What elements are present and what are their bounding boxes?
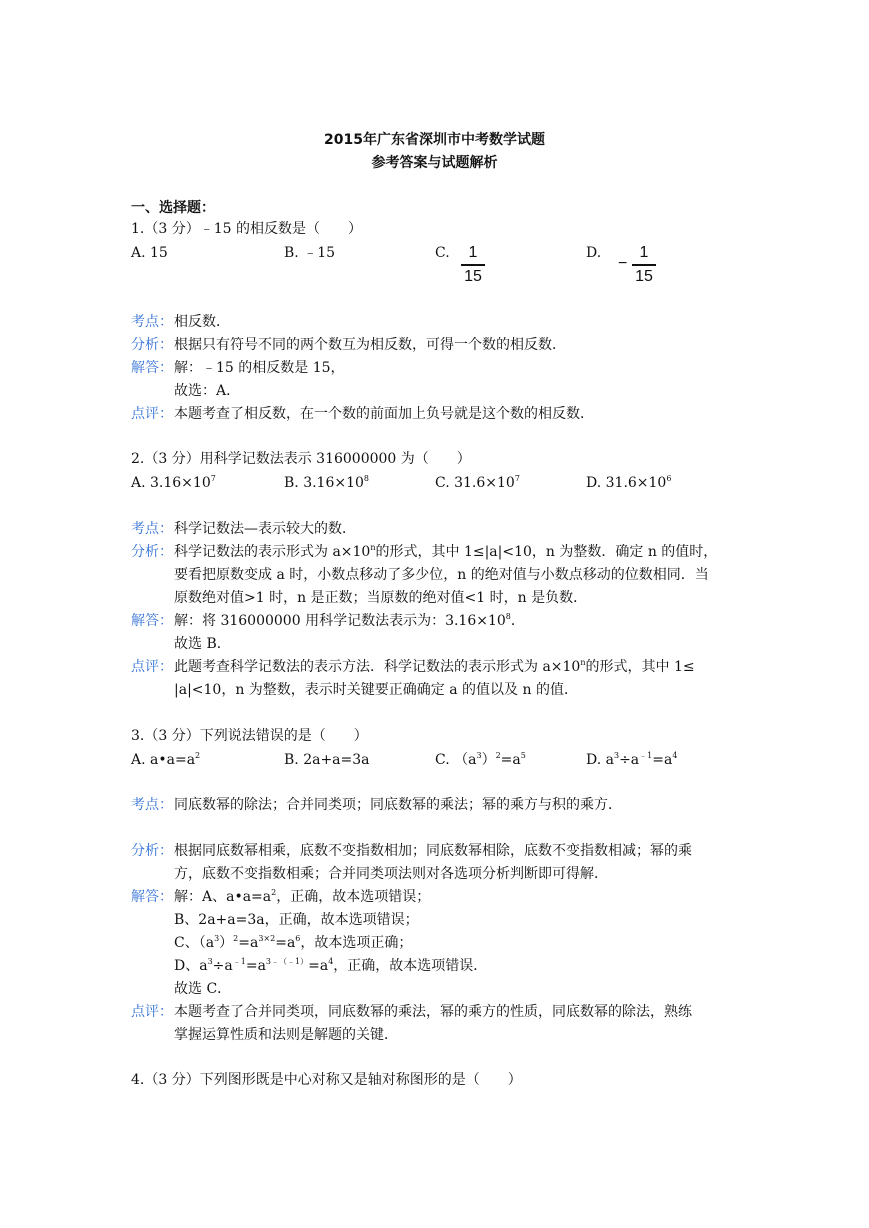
q1-option-a: A. 15 bbox=[131, 245, 168, 261]
exponent: 4 bbox=[672, 751, 678, 760]
q1-option-d-fraction bbox=[632, 244, 656, 286]
fraction-numerator: 1 bbox=[468, 244, 478, 261]
page-title: 2015年广东省深圳市中考数学试题 bbox=[324, 132, 545, 148]
q3-option-d bbox=[586, 751, 677, 769]
page-subtitle: 参考答案与试题解析 bbox=[371, 155, 498, 171]
exponent: n bbox=[580, 658, 586, 667]
q3-kaodian: 同底数幂的除法；合并同类项；同底数幂的乘法；幂的乘方与积的乘方． bbox=[174, 797, 622, 813]
fraction-bar bbox=[632, 264, 656, 266]
exponent: 8 bbox=[363, 474, 369, 483]
text: A. a•a=a bbox=[131, 752, 196, 768]
q3-jieda-3 bbox=[174, 934, 412, 952]
q2-option-b bbox=[284, 474, 369, 492]
exponent: 2 bbox=[195, 751, 201, 760]
text: D. 31.6×10 bbox=[586, 475, 667, 491]
exponent: 3 bbox=[214, 934, 220, 943]
q3-fenxi-2: 方，底数不变指数相乘；合并同类项法则对各选项分析判断即可得解． bbox=[174, 866, 608, 882]
exponent: 4 bbox=[328, 957, 334, 966]
q3-jieda-5: 故选 C． bbox=[174, 981, 232, 997]
text: =a bbox=[308, 958, 329, 974]
exponent: 5 bbox=[520, 751, 526, 760]
exponent: n bbox=[370, 543, 376, 552]
q1-label-fenxi: 分析： bbox=[131, 337, 173, 353]
fraction-bar bbox=[461, 264, 485, 266]
q2-option-a bbox=[131, 474, 216, 492]
q1-jieda-2: 故选：A． bbox=[174, 383, 241, 399]
q1-label-jieda: 解答： bbox=[131, 360, 173, 376]
text: 的形式，其中 1≤|a|<10，n 为整数．确定 n 的值时， bbox=[375, 544, 718, 560]
q3-dianping-2: 掌握运算性质和法则是解题的关键． bbox=[174, 1027, 398, 1043]
text: 科学记数法的表示形式为 a×10 bbox=[174, 544, 371, 560]
q3-option-a bbox=[131, 751, 200, 769]
q3-label-dianping: 点评： bbox=[131, 1004, 173, 1020]
q3-stem: 3.（3 分）下列说法错误的是（ ） bbox=[131, 728, 368, 744]
text: =a bbox=[238, 935, 259, 951]
q2-option-c bbox=[435, 474, 520, 492]
q3-label-fenxi: 分析： bbox=[131, 843, 173, 859]
exponent: 2 bbox=[495, 751, 501, 760]
q2-dianping-1 bbox=[174, 658, 695, 676]
q2-option-d bbox=[586, 474, 671, 492]
q1-option-d-minus: − bbox=[618, 255, 628, 272]
text: 的形式，其中 1≤ bbox=[585, 659, 695, 675]
text: ，故本选项正确； bbox=[300, 935, 413, 951]
q3-option-b: B. 2a+a=3a bbox=[284, 752, 370, 768]
text: ÷a bbox=[619, 752, 640, 768]
exponent: 6 bbox=[666, 474, 672, 483]
text: 此题考查科学记数法的表示方法．科学记数法的表示形式为 a×10 bbox=[174, 659, 581, 675]
q1-label-kaodian: 考点： bbox=[131, 314, 173, 330]
text: C. （a bbox=[435, 752, 477, 768]
exponent: ﹣1 bbox=[639, 751, 653, 760]
text: A. 3.16×10 bbox=[131, 475, 211, 491]
q1-stem: 1.（3 分）﹣15 的相反数是（ ） bbox=[131, 221, 362, 237]
text: ，正确，故本选项错误． bbox=[333, 958, 488, 974]
q2-stem: 2.（3 分）用科学记数法表示 316000000 为（ ） bbox=[131, 451, 471, 467]
q2-label-fenxi: 分析： bbox=[131, 544, 173, 560]
exponent: 2 bbox=[271, 888, 277, 897]
text: =a bbox=[275, 935, 296, 951]
exponent: 2 bbox=[233, 934, 239, 943]
text: B. 3.16×10 bbox=[284, 475, 364, 491]
q1-jieda-1: 解：﹣15 的相反数是 15， bbox=[174, 360, 345, 376]
exponent: 3×2 bbox=[258, 934, 276, 943]
text: ，正确，故本选项错误； bbox=[276, 889, 431, 905]
q2-fenxi-3: 原数绝对值>1 时，n 是正数；当原数的绝对值<1 时，n 是负数． bbox=[174, 590, 588, 606]
text: ） bbox=[219, 935, 234, 951]
q1-dianping: 本题考查了相反数，在一个数的前面加上负号就是这个数的相反数． bbox=[174, 406, 594, 422]
q2-label-kaodian: 考点： bbox=[131, 521, 173, 537]
fraction-denominator: 15 bbox=[635, 267, 653, 285]
text: C、（a bbox=[174, 935, 215, 951]
q3-label-kaodian: 考点： bbox=[131, 797, 173, 813]
exponent: 3 bbox=[207, 957, 213, 966]
exponent: 3 bbox=[476, 751, 482, 760]
section-heading: 一、选择题： bbox=[131, 200, 215, 216]
q1-label-dianping: 点评： bbox=[131, 406, 173, 422]
q2-jieda-2: 故选 B． bbox=[174, 636, 231, 652]
text: 解：将 316000000 用科学记数法表示为：3.16×10 bbox=[174, 613, 506, 629]
exponent: 3 bbox=[613, 751, 620, 760]
q1-option-c-fraction bbox=[461, 244, 485, 286]
q3-label-jieda: 解答： bbox=[131, 889, 173, 905]
text: ． bbox=[510, 613, 525, 629]
text: C. 31.6×10 bbox=[435, 475, 515, 491]
q2-fenxi-1 bbox=[174, 543, 717, 561]
q1-option-c: C. bbox=[435, 245, 450, 261]
text: =a bbox=[245, 958, 266, 974]
q1-option-d: D. bbox=[586, 245, 602, 261]
fraction-denominator: 15 bbox=[464, 267, 482, 285]
q3-jieda-1 bbox=[174, 888, 430, 906]
text: =a bbox=[500, 752, 521, 768]
q3-option-c bbox=[435, 751, 526, 769]
fraction-numerator: 1 bbox=[639, 244, 649, 261]
text: D、a bbox=[174, 958, 208, 974]
exponent: ﹣1 bbox=[232, 957, 246, 966]
text: D. a bbox=[586, 752, 614, 768]
q3-dianping-1: 本题考查了合并同类项，同底数幂的乘法，幂的乘方的性质，同底数幂的除法，熟练 bbox=[174, 1004, 692, 1020]
q3-jieda-4 bbox=[174, 957, 487, 975]
exponent: 3﹣（﹣1） bbox=[265, 957, 309, 966]
q1-kaodian: 相反数． bbox=[174, 314, 230, 330]
q2-label-dianping: 点评： bbox=[131, 659, 173, 675]
text: ） bbox=[481, 752, 496, 768]
exponent: 8 bbox=[505, 612, 511, 621]
q2-label-jieda: 解答： bbox=[131, 613, 173, 629]
q1-option-b: B. ﹣15 bbox=[284, 245, 336, 261]
text: 解：A、a•a=a bbox=[174, 889, 272, 905]
q2-jieda-1 bbox=[174, 612, 525, 630]
exponent: 7 bbox=[210, 474, 216, 483]
q2-dianping-2: |a|<10，n 为整数，表示时关键要正确确定 a 的值以及 n 的值． bbox=[174, 682, 578, 698]
exponent: 6 bbox=[295, 934, 301, 943]
q2-kaodian: 科学记数法—表示较大的数． bbox=[174, 521, 356, 537]
q3-fenxi-1: 根据同底数幂相乘，底数不变指数相加；同底数幂相除，底数不变指数相减；幂的乘 bbox=[174, 843, 692, 859]
q2-fenxi-2: 要看把原数变成 a 时，小数点移动了多少位，n 的绝对值与小数点移动的位数相同．当 bbox=[174, 567, 709, 583]
exponent: 7 bbox=[514, 474, 520, 483]
q3-jieda-2: B、2a+a=3a，正确，故本选项错误； bbox=[174, 912, 419, 928]
text: ÷a bbox=[212, 958, 233, 974]
text: =a bbox=[652, 752, 673, 768]
q4-stem: 4.（3 分）下列图形既是中心对称又是轴对称图形的是（ ） bbox=[131, 1072, 522, 1088]
q1-fenxi: 根据只有符号不同的两个数互为相反数，可得一个数的相反数． bbox=[174, 337, 566, 353]
